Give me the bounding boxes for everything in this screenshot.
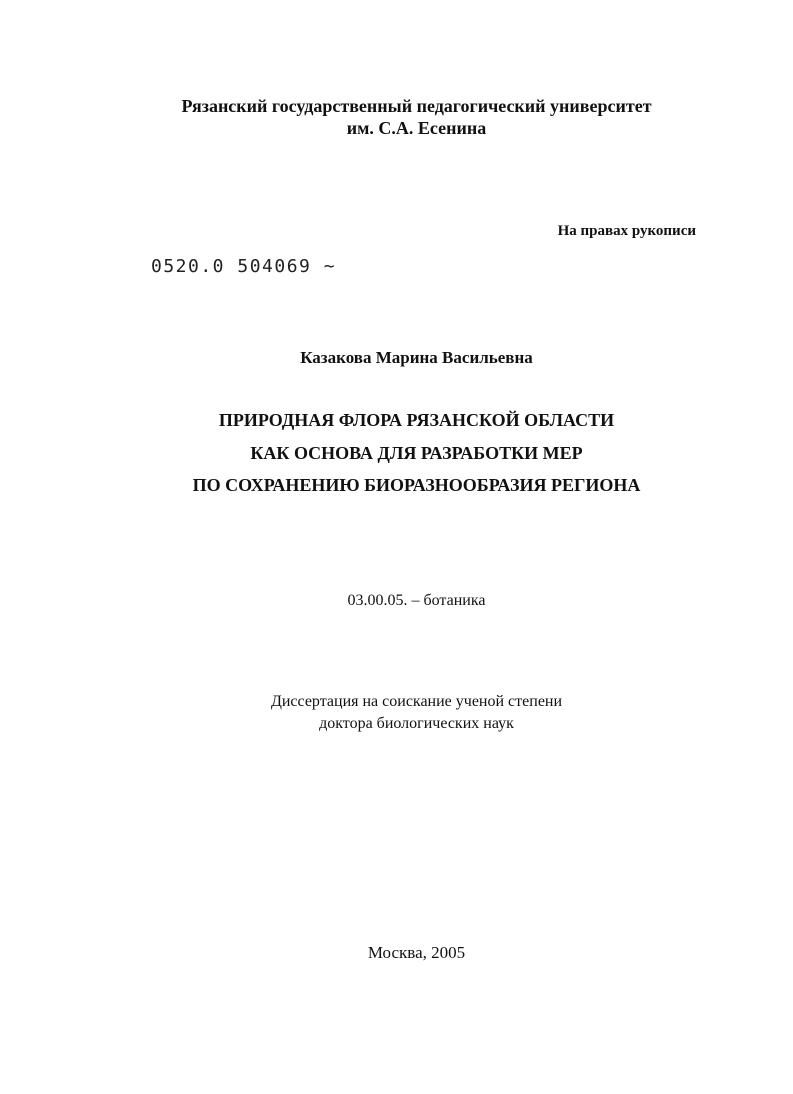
- place-and-year: Москва, 2005: [367, 943, 466, 962]
- university-dedication: им. С.А. Есенина: [346, 118, 487, 138]
- degree-line-2: доктора биологических наук: [319, 715, 514, 732]
- author-name: Казакова Марина Васильевна: [300, 348, 533, 367]
- title-line-1: ПРИРОДНАЯ ФЛОРА РЯЗАНСКОЙ ОБЛАСТИ: [218, 410, 615, 430]
- specialty-code: 03.00.05. – ботаника: [347, 592, 486, 609]
- registration-number: 0520.0 504069 ~: [151, 256, 337, 277]
- rights-note: На правах рукописи: [557, 223, 696, 239]
- degree-line-1: Диссертация на соискание ученой степени: [270, 693, 563, 710]
- university-name: Рязанский государственный педагогический университет: [181, 96, 652, 116]
- title-line-2: КАК ОСНОВА ДЛЯ РАЗРАБОТКИ МЕР: [250, 443, 583, 463]
- title-line-3: ПО СОХРАНЕНИЮ БИОРАЗНООБРАЗИЯ РЕГИОНА: [192, 475, 641, 495]
